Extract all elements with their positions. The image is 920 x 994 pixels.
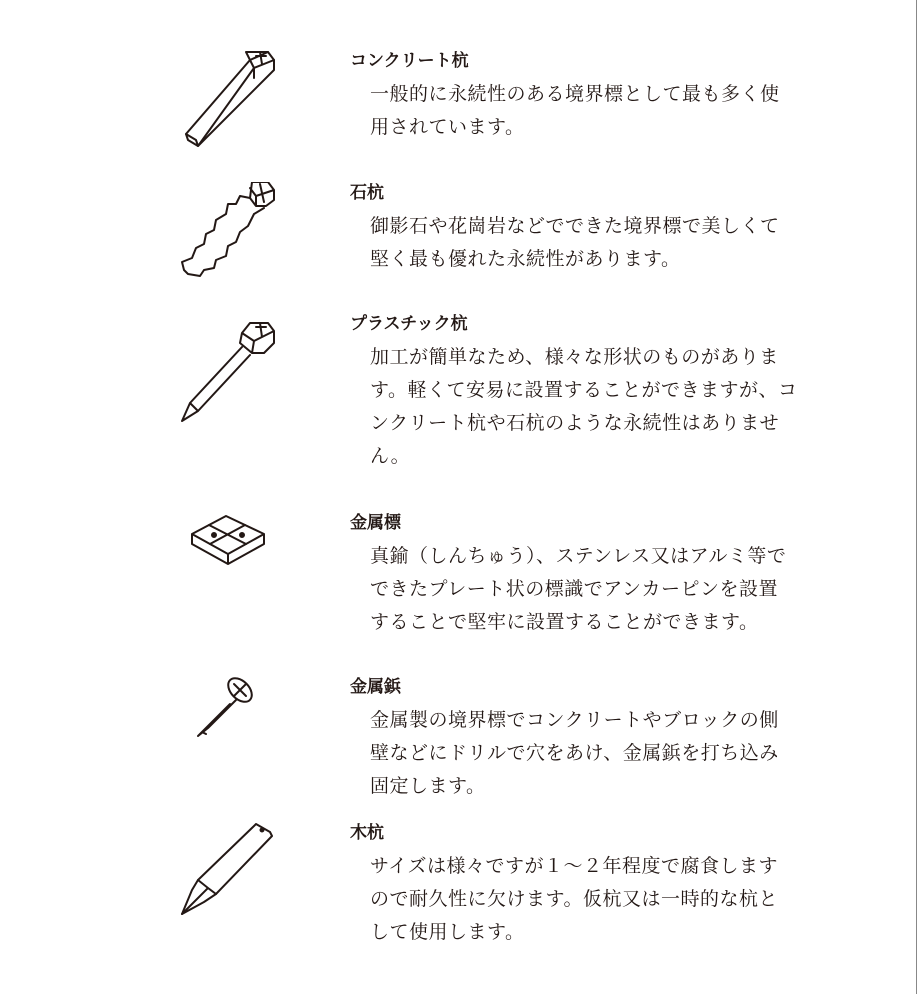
description-line: ので耐久性に欠けます。仮杭又は一時的な杭と xyxy=(370,888,778,910)
description-line: ん。 xyxy=(370,445,411,467)
item-description xyxy=(370,341,797,473)
description-line: 真鍮（しんちゅう）、ステンレス又はアルミ等で xyxy=(370,545,787,567)
stone-stake-icon xyxy=(170,182,280,292)
item-title: 金属標 xyxy=(350,513,401,533)
item-title: コンクリート杭 xyxy=(350,51,469,71)
description-line: 御影石や花崗岩などでできた境界標で美しくて xyxy=(370,215,780,237)
description-line: 加工が簡単なため、様々な形状のものがありま xyxy=(370,346,779,368)
description-line: す。軽くて安易に設置することができますが、コ xyxy=(370,379,798,401)
wooden-stake-icon xyxy=(170,822,280,932)
description-line: 一般的に永続性のある境界標として最も多く使 xyxy=(370,83,780,105)
description-line: することで堅牢に設置することができます。 xyxy=(370,611,759,633)
description-line: 金属製の境界標でコンクリートやブロックの側 xyxy=(370,709,779,731)
item-title: 石杭 xyxy=(350,183,384,203)
item-description xyxy=(370,210,780,276)
description-line: 固定します。 xyxy=(370,775,486,797)
description-line: ンクリート杭や石杭のような永続性はありませ xyxy=(370,412,780,434)
description-line: 堅く最も優れた永続性があります。 xyxy=(370,248,681,270)
page-edge-line xyxy=(916,0,917,994)
item-title: 金属鋲 xyxy=(350,677,401,697)
plastic-stake-icon xyxy=(170,313,280,423)
description-line: 壁などにドリルで穴をあけ、金属鋲を打ち込み xyxy=(370,742,779,764)
metal-rivet-icon xyxy=(170,676,280,786)
metal-plate-icon xyxy=(170,512,280,622)
description-line: して使用します。 xyxy=(370,921,525,943)
item-title: プラスチック杭 xyxy=(350,314,468,334)
item-description xyxy=(370,704,779,803)
item-description xyxy=(370,850,778,949)
concrete-stake-icon xyxy=(170,50,280,160)
description-line: 用されています。 xyxy=(370,116,525,138)
item-description xyxy=(370,540,786,639)
description-line: サイズは様々ですが１～２年程度で腐食します xyxy=(370,855,778,877)
item-title: 木杭 xyxy=(350,823,384,843)
item-description xyxy=(370,78,780,144)
description-line: できたプレート状の標識でアンカーピンを設置 xyxy=(370,578,778,600)
